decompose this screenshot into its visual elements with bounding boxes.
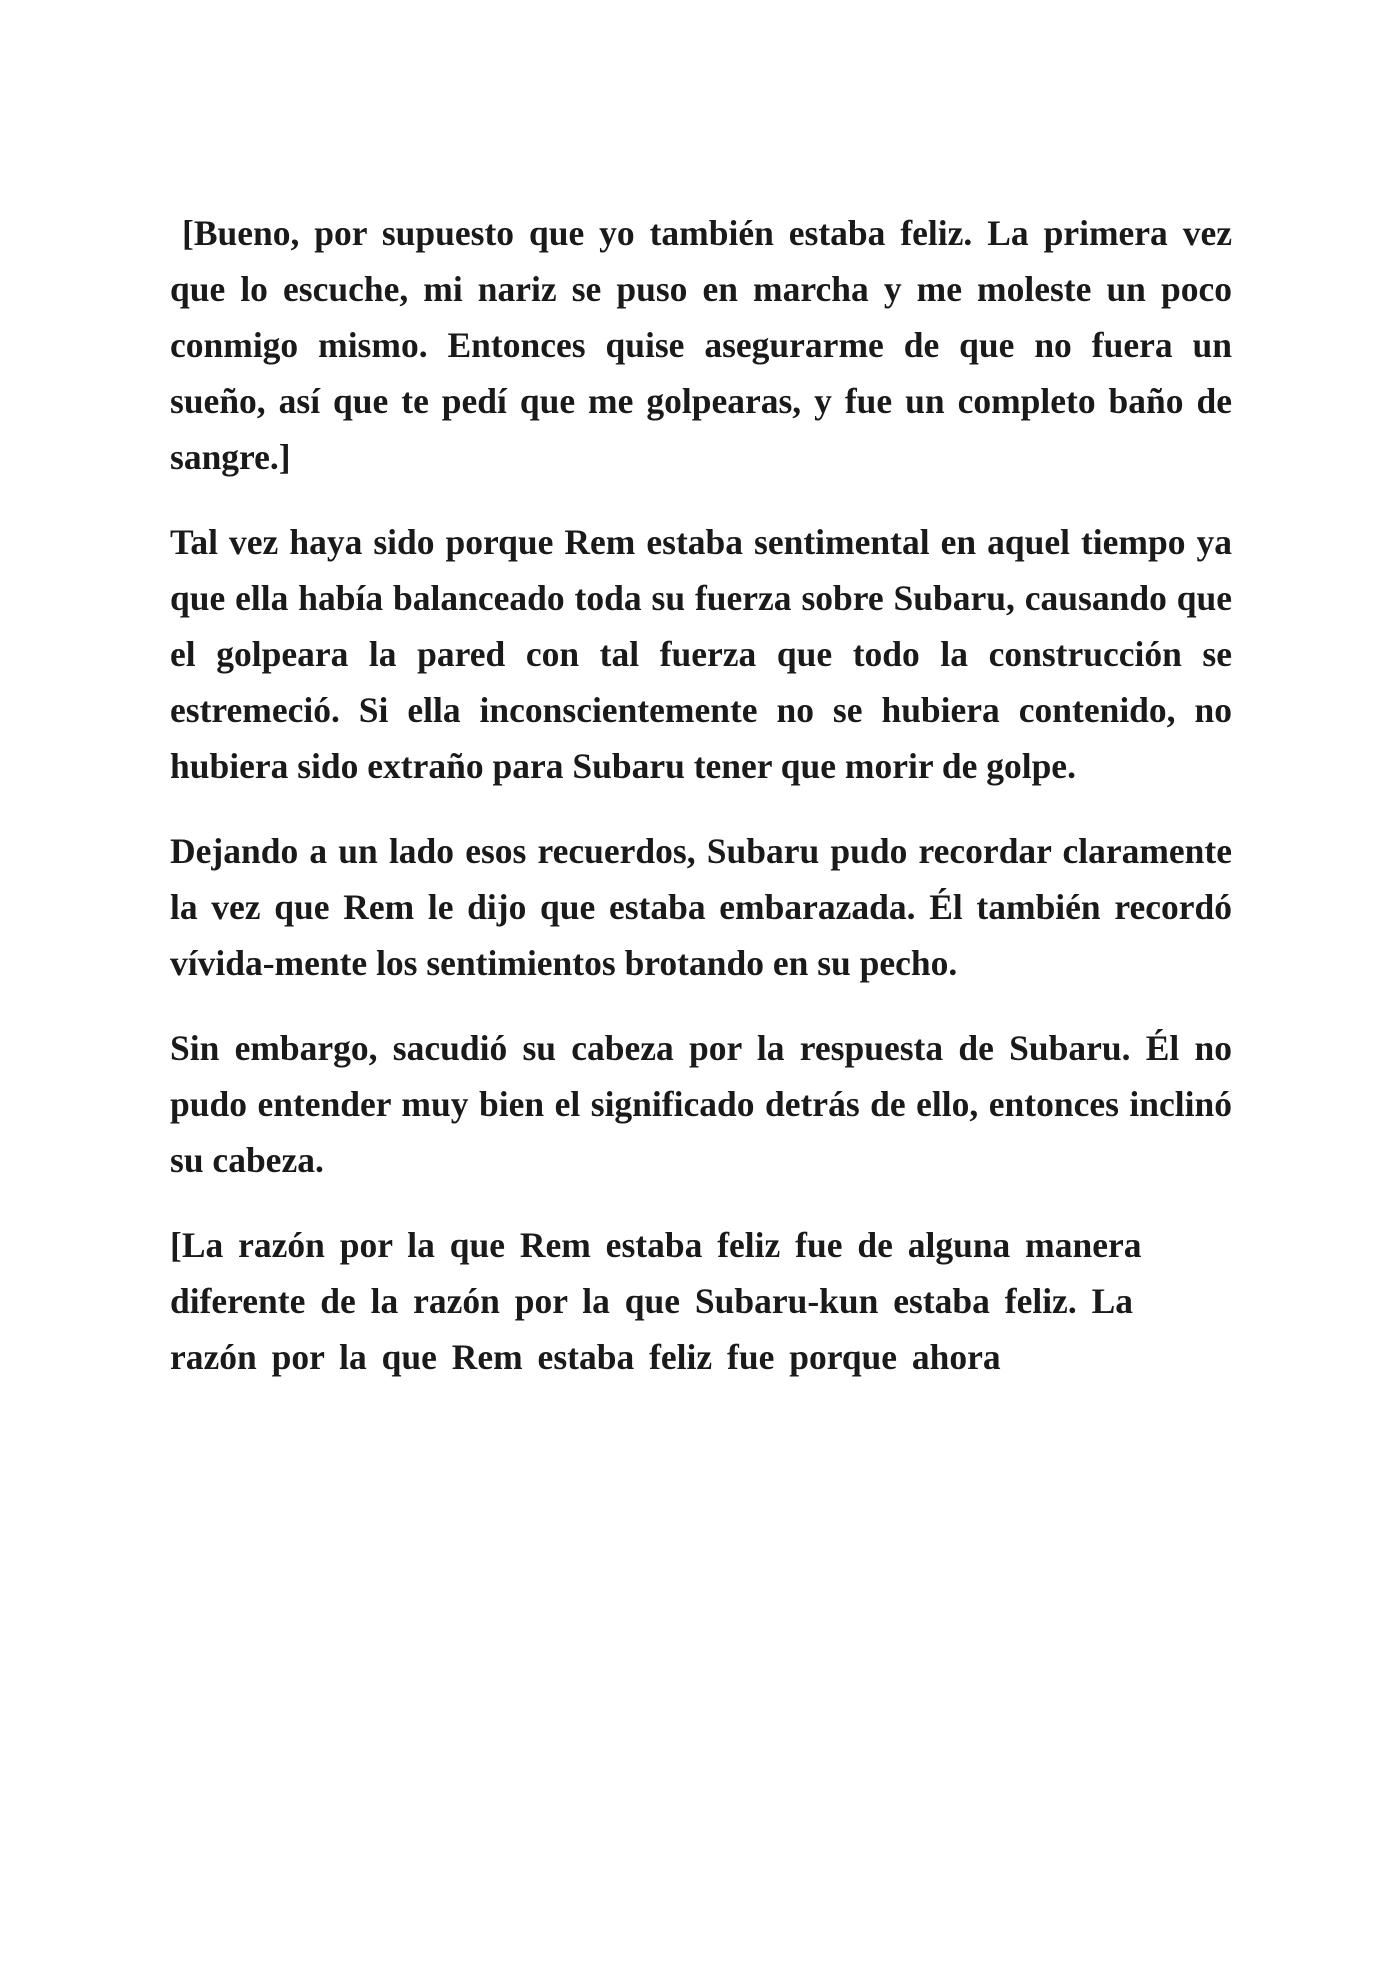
paragraph-5: [La razón por la que Rem estaba feliz fue de alguna manera diferente de la razón por la que Subaru-kun estaba feliz. La razón por la que Rem estaba feliz fue porque ahora	[170, 1225, 1142, 1377]
paragraph-2: Tal vez haya sido porque Rem estaba sentimental en aquel tiempo ya que ella había balanceado toda su fuerza sobre Subaru, causando que el golpeara la pared con tal fuerza que todo la construcción se estremeció. Si ella inconscientemente no se hubiera contenido, no hubiera sido extraño para Subaru tener que morir de golpe.	[170, 522, 1232, 786]
paragraph-4: Sin embargo, sacudió su cabeza por la respuesta de Subaru. Él no pudo entender muy bien el significado detrás de ello, entonces inclinó su cabeza.	[170, 1028, 1232, 1180]
paragraph-1: [Bueno, por supuesto que yo también estaba feliz. La primera vez que lo escuche, mi nariz se puso en marcha y me moleste un poco conmigo mismo. Entonces quise asegurarme de que no fuera un sueño, así que te pedí que me golpearas, y fue un completo baño de sangre.]	[170, 213, 1232, 477]
body-text	[170, 205, 1232, 1414]
paragraph-3: Dejando a un lado esos recuerdos, Subaru pudo recordar claramente la vez que Rem le dijo que estaba embarazada. Él también recordó vívida-mente los sentimientos brotando en su pecho.	[170, 831, 1232, 983]
